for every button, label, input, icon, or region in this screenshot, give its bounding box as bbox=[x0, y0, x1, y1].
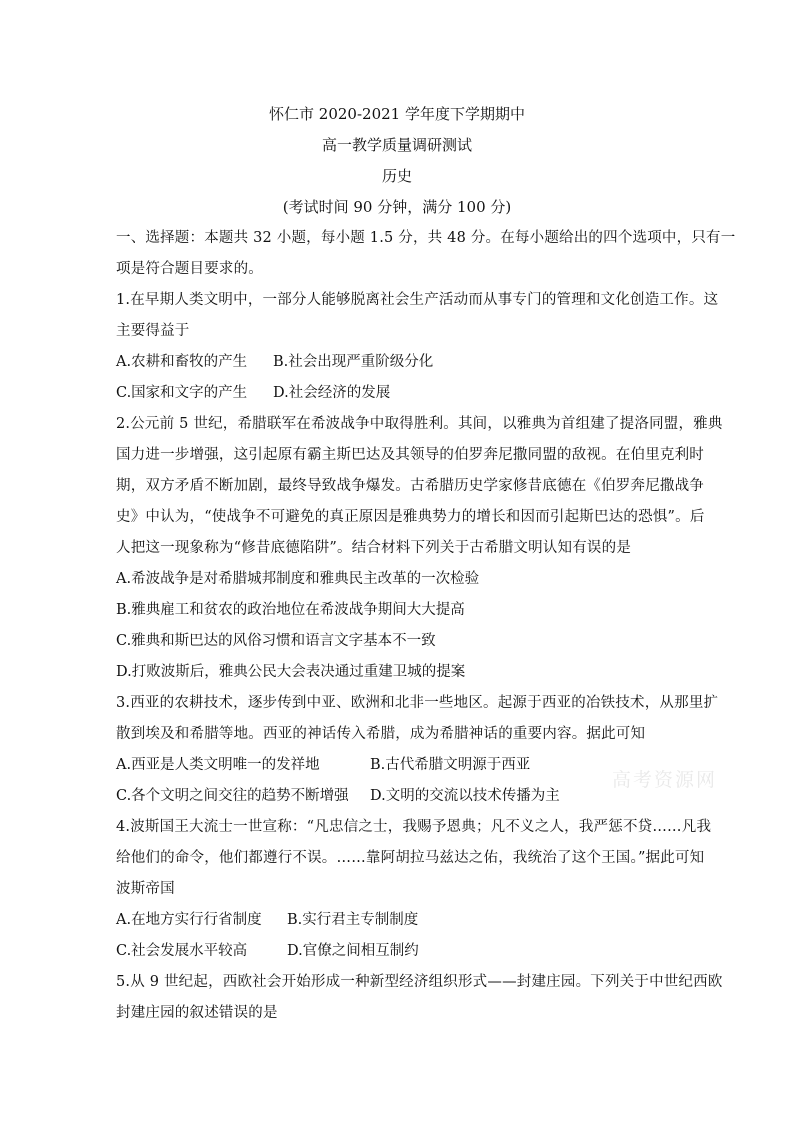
q1-stem-line1: 1.在早期人类文明中，一部分人能够脱离社会生产活动而从事专门的管理和文化创造工作。这 bbox=[116, 292, 719, 308]
watermark-text: 高考资源网 bbox=[612, 769, 718, 791]
q5-stem-line2: 封建庄园的叙述错误的是 bbox=[116, 1005, 278, 1021]
q2-option-c: C.雅典和斯巴达的风俗习惯和语言文字基本不一致 bbox=[116, 633, 436, 649]
q1-option-a: A.农耕和畜牧的产生 bbox=[116, 354, 248, 370]
q4-option-b: B.实行君主专制制度 bbox=[287, 912, 419, 928]
q1-option-d: D.社会经济的发展 bbox=[273, 385, 391, 401]
q3-option-c: C.各个文明之间交往的趋势不断增强 bbox=[116, 788, 349, 804]
q2-option-a: A.希波战争是对希腊城邦制度和雅典民主改革的一次检验 bbox=[116, 571, 480, 587]
q1-stem-line2: 主要得益于 bbox=[116, 323, 190, 339]
q3-option-b: B.古代希腊文明源于西亚 bbox=[370, 757, 531, 773]
q4-stem-line2: 给他们的命令，他们都遵行不误。……靠阿胡拉马兹达之佑，我统治了这个王国。”据此可知 bbox=[116, 850, 705, 866]
q2-stem-line4: 史》中认为，“使战争不可避免的真正原因是雅典势力的增长和因而引起斯巴达的恐惧”。后 bbox=[116, 509, 705, 525]
exam-title-line1: 怀仁市 2020-2021 学年度下学期期中 bbox=[269, 105, 525, 123]
q3-stem-line1: 3.西亚的农耕技术，逐步传到中亚、欧洲和北非一些地区。起源于西亚的冶铁技术，从那里扩 bbox=[116, 695, 719, 711]
q3-stem-line2: 散到埃及和希腊等地。西亚的神话传入希腊，成为希腊神话的重要内容。据此可知 bbox=[116, 726, 646, 742]
q4-stem-line3: 波斯帝国 bbox=[116, 881, 175, 897]
subject-title: 历史 bbox=[381, 167, 412, 185]
exam-title-line2: 高一教学质量调研测试 bbox=[321, 136, 472, 154]
q2-stem-line5: 人把这一现象称为“修昔底德陷阱”。结合材料下列关于古希腊文明认知有误的是 bbox=[116, 540, 632, 556]
q1-option-c: C.国家和文字的产生 bbox=[116, 385, 248, 401]
q3-option-d: D.文明的交流以技术传播为主 bbox=[370, 788, 560, 804]
q4-option-d: D.官僚之间相互制约 bbox=[287, 943, 419, 959]
exam-info: (考试时间 90 分钟，满分 100 分) bbox=[282, 198, 512, 216]
section-instruction-line1: 一、选择题：本题共 32 小题，每小题 1.5 分，共 48 分。在每小题给出的四个选项中，只有一 bbox=[116, 230, 736, 246]
q2-stem-line2: 国力进一步增强，这引起原有霸主斯巴达及其领导的伯罗奔尼撒同盟的敌视。在伯里克利时 bbox=[116, 447, 704, 463]
q4-option-c: C.社会发展水平较高 bbox=[116, 943, 248, 959]
q2-option-b: B.雅典雇工和贫农的政治地位在希波战争期间大大提高 bbox=[116, 602, 465, 618]
q5-stem-line1: 5.从 9 世纪起，西欧社会开始形成一种新型经济组织形式——封建庄园。下列关于中世纪西欧 bbox=[116, 974, 723, 990]
q2-option-d: D.打败波斯后，雅典公民大会表决通过重建卫城的提案 bbox=[116, 664, 466, 680]
q4-option-a: A.在地方实行行省制度 bbox=[116, 912, 262, 928]
section-instruction-line2: 项是符合题目要求的。 bbox=[116, 261, 263, 277]
q3-option-a: A.西亚是人类文明唯一的发祥地 bbox=[116, 757, 320, 773]
q2-stem-line3: 期，双方矛盾不断加剧，最终导致战争爆发。古希腊历史学家修昔底德在《伯罗奔尼撒战争 bbox=[116, 478, 704, 494]
q1-option-b: B.社会出现严重阶级分化 bbox=[273, 354, 434, 370]
q4-stem-line1: 4.波斯国王大流士一世宣称：“凡忠信之士，我赐予恩典；凡不义之人，我严惩不贷……凡我 bbox=[116, 819, 712, 835]
q2-stem-line1: 2.公元前 5 世纪，希腊联军在希波战争中取得胜利。其间，以雅典为首组建了提洛同盟，雅典 bbox=[116, 416, 723, 432]
